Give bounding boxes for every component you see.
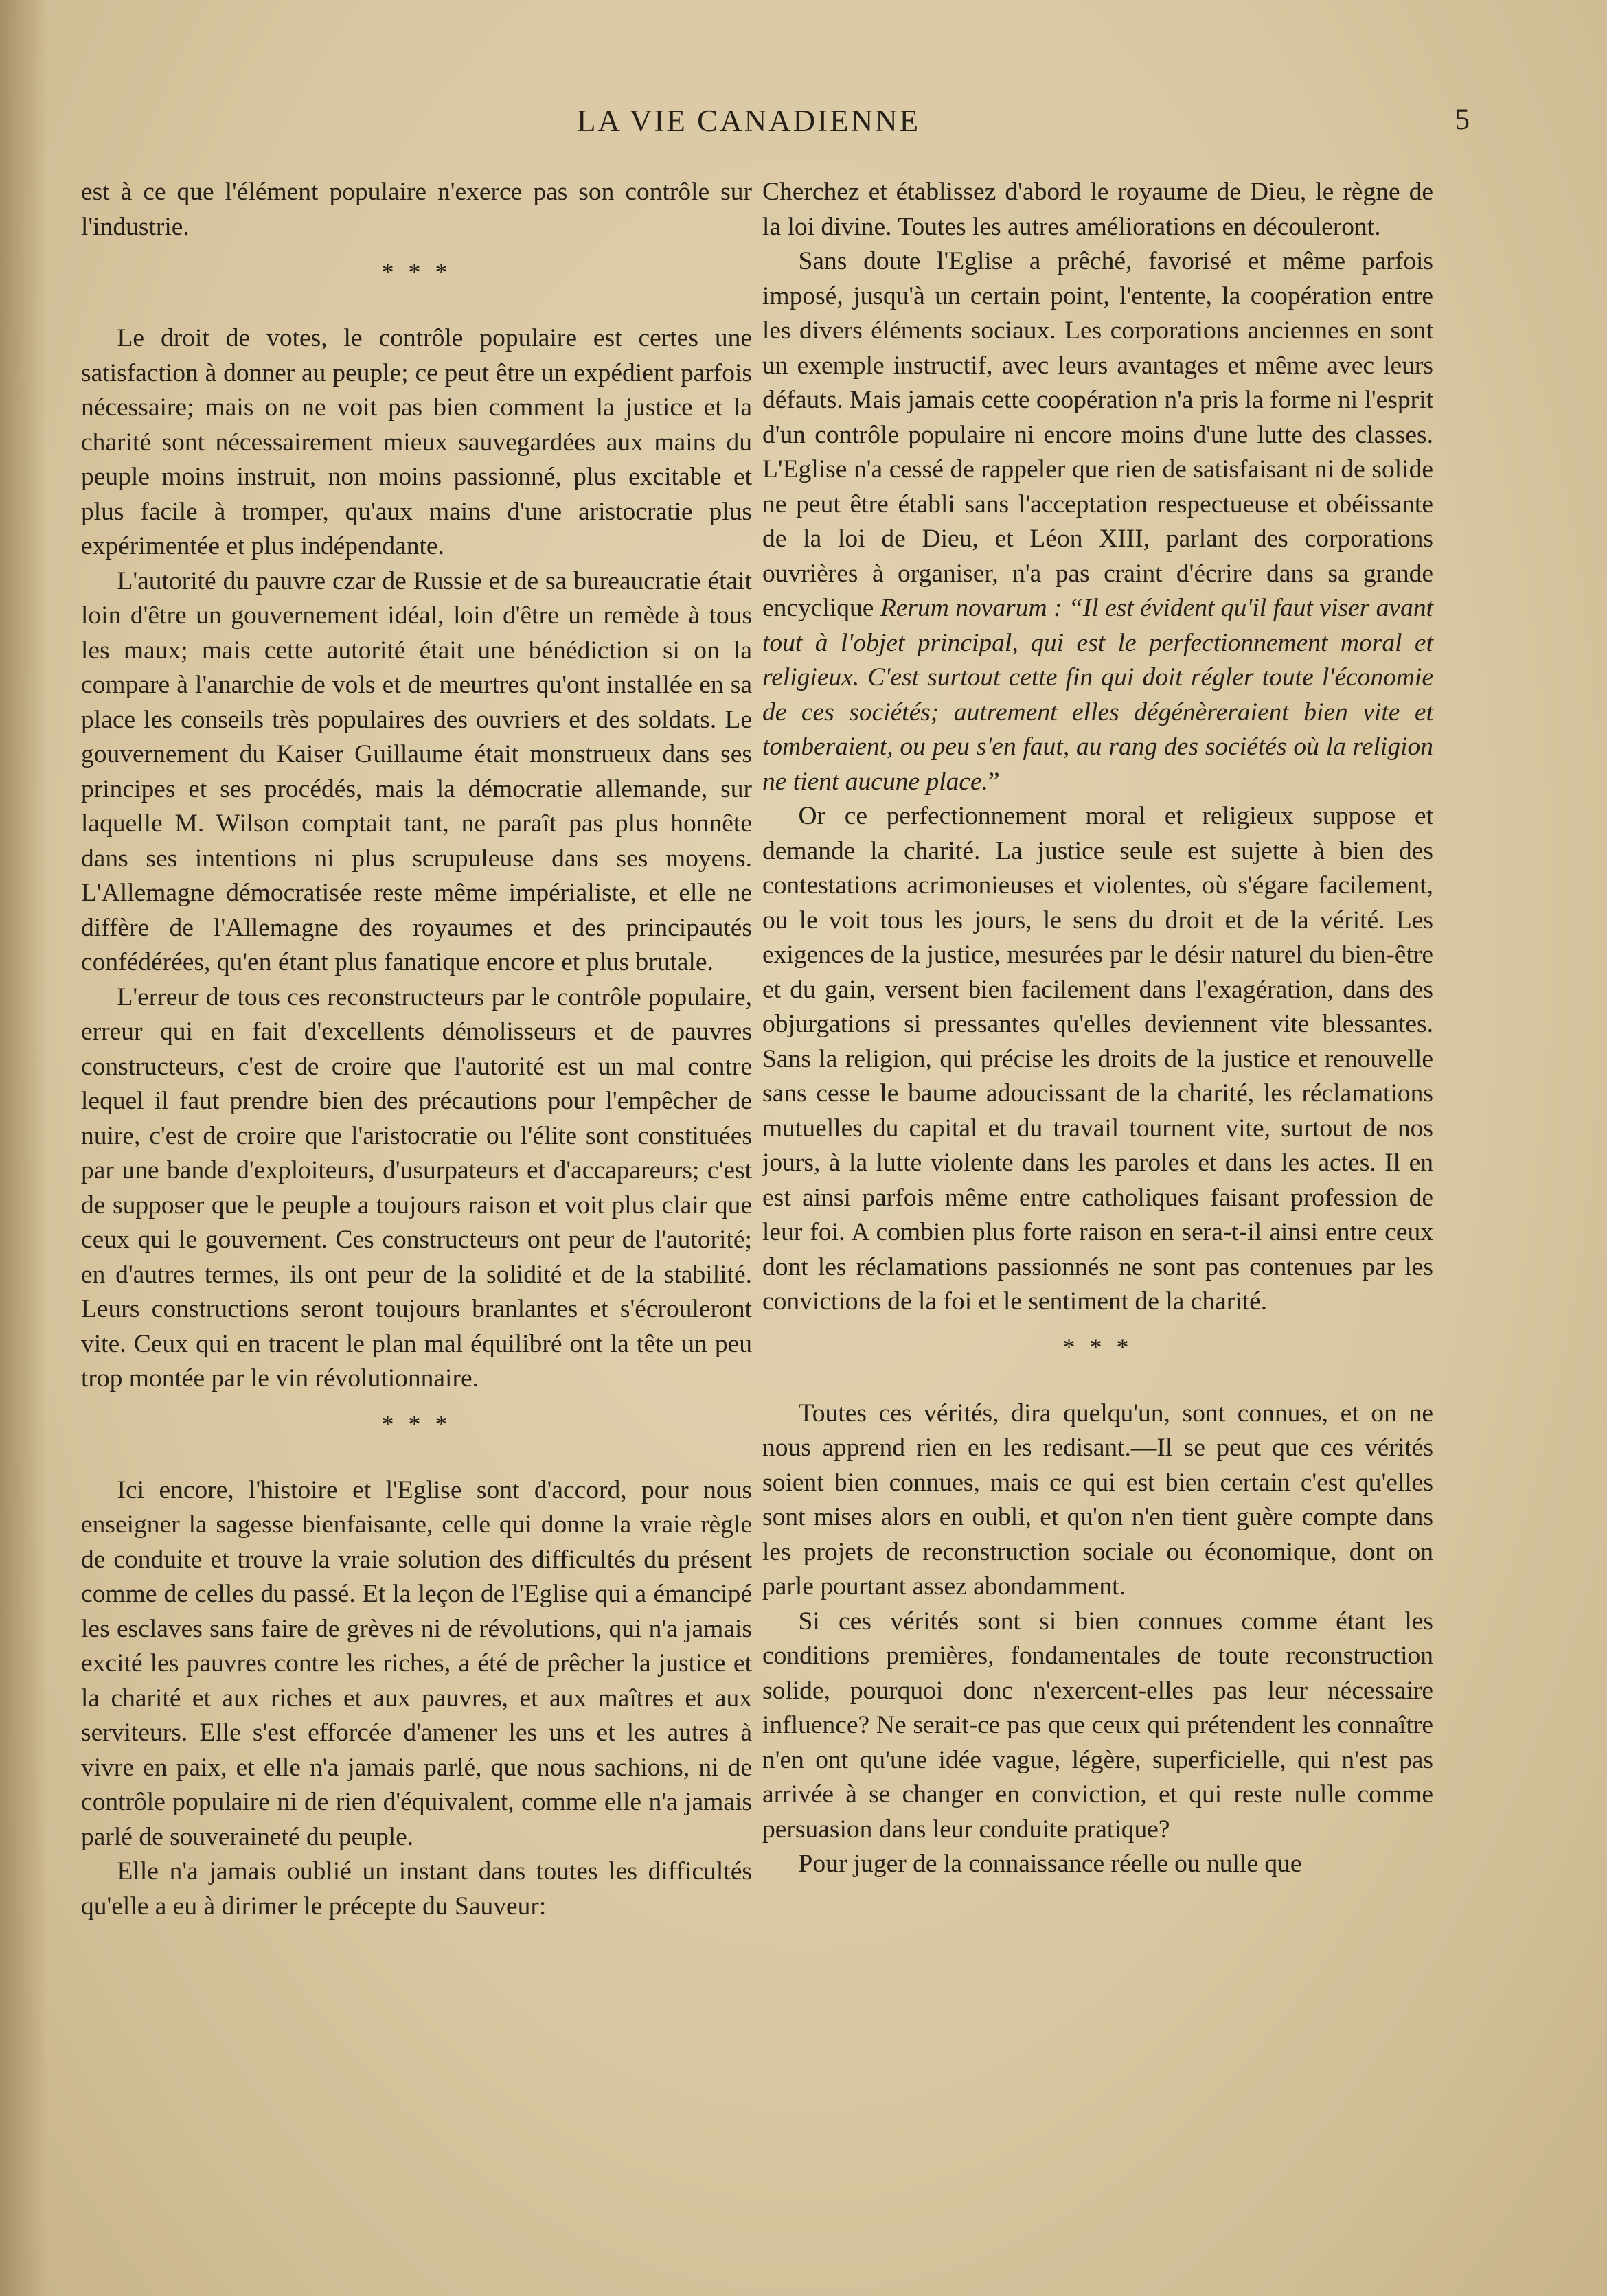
left-column [81,175,752,1924]
paragraph: L'autorité du pauvre czar de Russie et de sa bureaucratie était loin d'être un gouvernement idéal, loin d'être un remède à tous les maux; mais cette autorité était une bénédiction si on la compare à l'anarchie de vols et de meurtres qu'ont installée en sa place les conseils très populaires des ouvriers et des soldats. Le gouvernement du Kaiser Guillaume était monstrueux dans ses principes et ses procédés, mais la démocratie allemande, sur laquelle M. Wilson comptait tant, ne paraît pas plus honnête dans ses intentions ni plus scrupuleuse dans ses moyens. L'Allemagne démocratisée reste même impérialiste, et elle ne diffère de l'Allemagne des royaumes et des principautés confédérées, qu'en étant plus fanatique encore et plus brutale. [81,566,752,976]
paragraph: L'erreur de tous ces reconstructeurs par le contrôle populaire, erreur qui en fait d'excellents démolisseurs et de pauvres constructeurs, c'est de croire que l'autorité est un mal contre lequel il faut prendre bien des précautions pour l'empêcher de nuire, c'est de croire que l'aristocratie ou l'élite sont constituées par une bande d'exploiteurs, d'usurpateurs et d'accapareurs; c'est de supposer que le peuple a toujours raison et voit plus clair que ceux qui le gouvernent. Ces constructeurs ont peur de l'autorité; en d'autres termes, ils ont peur de la solidité et de la stabilité. Leurs constructions seront toujours branlantes et s'écrouleront vite. Ceux qui en tracent le plan mal équilibré ont la tête un peu trop montée par le vin révolutionnaire. [81,983,752,1392]
section-separator: * * * [381,1410,452,1438]
paragraph-text: Sans doute l'Eglise a prêché, favorisé et même parfois imposé, jusqu'à un certain point, l'entente, la coopération entre les divers éléments sociaux. Les corporations anciennes en sont un exemple instructif, avec leurs avantages et même avec leurs défauts. Mais jamais cette coopération n'a pris la forme ni l'esprit d'un contrôle populaire ni encore moins d'une lutte des classes. L'Eglise n'a cessé de rappeler que rien de satisfaisant ni de solide ne peut être établi sans l'acceptation respectueuse et obéissante de la loi de Dieu, et Léon XIII, parlant des corporations ouvrières à organiser, n'a pas craint d'écrire dans sa grande encyclique [762,247,1433,622]
section-separator: * * * [1062,1333,1133,1361]
paragraph: Pour juger de la connaissance réelle ou nulle que [798,1850,1302,1878]
page-number: 5 [1455,104,1470,136]
paragraph: Toutes ces vérités, dira quelqu'un, sont connues, et on ne nous apprend rien en les redisant.—Il se peut que ces vérités soient bien connues, mais ce qui est bien certain c'est qu'elles sont mises alors en oubli, et qu'on n'en tient guère compte dans les projets de reconstruction sociale ou économique, dont on parle pourtant assez abondamment. [762,1399,1433,1600]
section-separator: * * * [381,258,452,286]
paragraph [762,244,1433,799]
paragraph: Si ces vérités sont si bien connues comme étant les conditions premières, fondamentales de toute reconstruction solide, pourquoi donc n'exercent-elles pas leur nécessaire influence? Ne serait-ce pas que ceux qui prétendent les connaître n'en ont qu'une idée vague, légère, superficielle, qui n'est pas arrivée à se changer en conviction, et qui reste nulle comme persuasion dans leur conduite pratique? [762,1607,1433,1844]
paragraph: Elle n'a jamais oublié un instant dans toutes les difficultés qu'elle a eu à dirimer le précepte du Sauveur: [81,1857,752,1920]
paragraph: Ici encore, l'histoire et l'Eglise sont d'accord, pour nous enseigner la sagesse bienfaisante, celle qui donne la vraie règle de conduite et trouve la vraie solution des difficultés du présent comme de celles du passé. Et la leçon de l'Eglise qui a émancipé les esclaves sans faire de grèves ni de révolutions, qui n'a jamais excité les pauvres contre les riches, a été de prêcher la justice et la charité et aux riches et aux pauvres, et aux maîtres et aux serviteurs. Elle s'est efforcée d'amener les uns et les autres à vivre en paix, et elle n'a jamais parlé, que nous sachions, ni de contrôle populaire ni de rien d'équivalent, comme elle n'a jamais parlé de souveraineté du peuple. [81,1476,752,1851]
page-header [0,103,1607,151]
paragraph: Le droit de votes, le contrôle populaire est certes une satisfaction à donner au peuple; ce peut être un expédient parfois nécessaire; mais on ne voit pas bien comment la justice et la charité sont nécessairement mieux sauvegardées aux mains du peuple moins instruit, non moins passionné, plus excitable et plus facile à tromper, qu'aux mains d'une aristocratie plus expérimentée et plus indépendante. [81,324,752,560]
page-edge-shadow [0,0,48,2296]
paragraph: Or ce perfectionnement moral et religieux suppose et demande la charité. La justice seule est sujette à bien des contestations acrimonieuses et violentes, où s'égare facilement, ou le voit tous les jours, le sens du droit et de la vérité. Les exigences de la justice, mesurées par le désir naturel du bien-être et du gain, versent bien facilement dans l'exagération, dans des objurgations si pressantes qu'elles deviennent vite blessantes. Sans la religion, qui précise les droits de la justice et renouvelle sans cesse le baume adoucissant de la charité, les réclamations mutuelles du capital et du travail tournent vite, surtout de nos jours, à la lutte violente dans les paroles et dans les actes. Il en est ainsi parfois même entre catholiques faisant profession de leur foi. A combien plus forte raison en sera-t-il ainsi entre ceux dont les réclamations passionnés ne sont pas contenues par les convictions de la foi et le sentiment de la charité. [762,802,1433,1316]
paragraph: Cherchez et établissez d'abord le royaume de Dieu, le règne de la loi divine. Toutes les autres améliorations en découleront. [762,178,1433,241]
running-title: LA VIE CANADIENNE [576,104,921,138]
encyclical-quote: Rerum novarum : “Il est évident qu'il faut viser avant tout à l'objet principal, qui est le perfectionnement moral et religieux. C'est surtout cette fin qui doit régler toute l'économie de ces sociétés; autrement elles dégénèreraient bien vite et tomberaient, ou peu s'en faut, au rang des sociétés où la religion ne tient aucune place. [762,594,1434,796]
right-column [762,175,1433,1882]
closing-quote: ” [988,767,1000,796]
paragraph: est à ce que l'élément populaire n'exerce pas son contrôle sur l'industrie. [81,178,752,241]
